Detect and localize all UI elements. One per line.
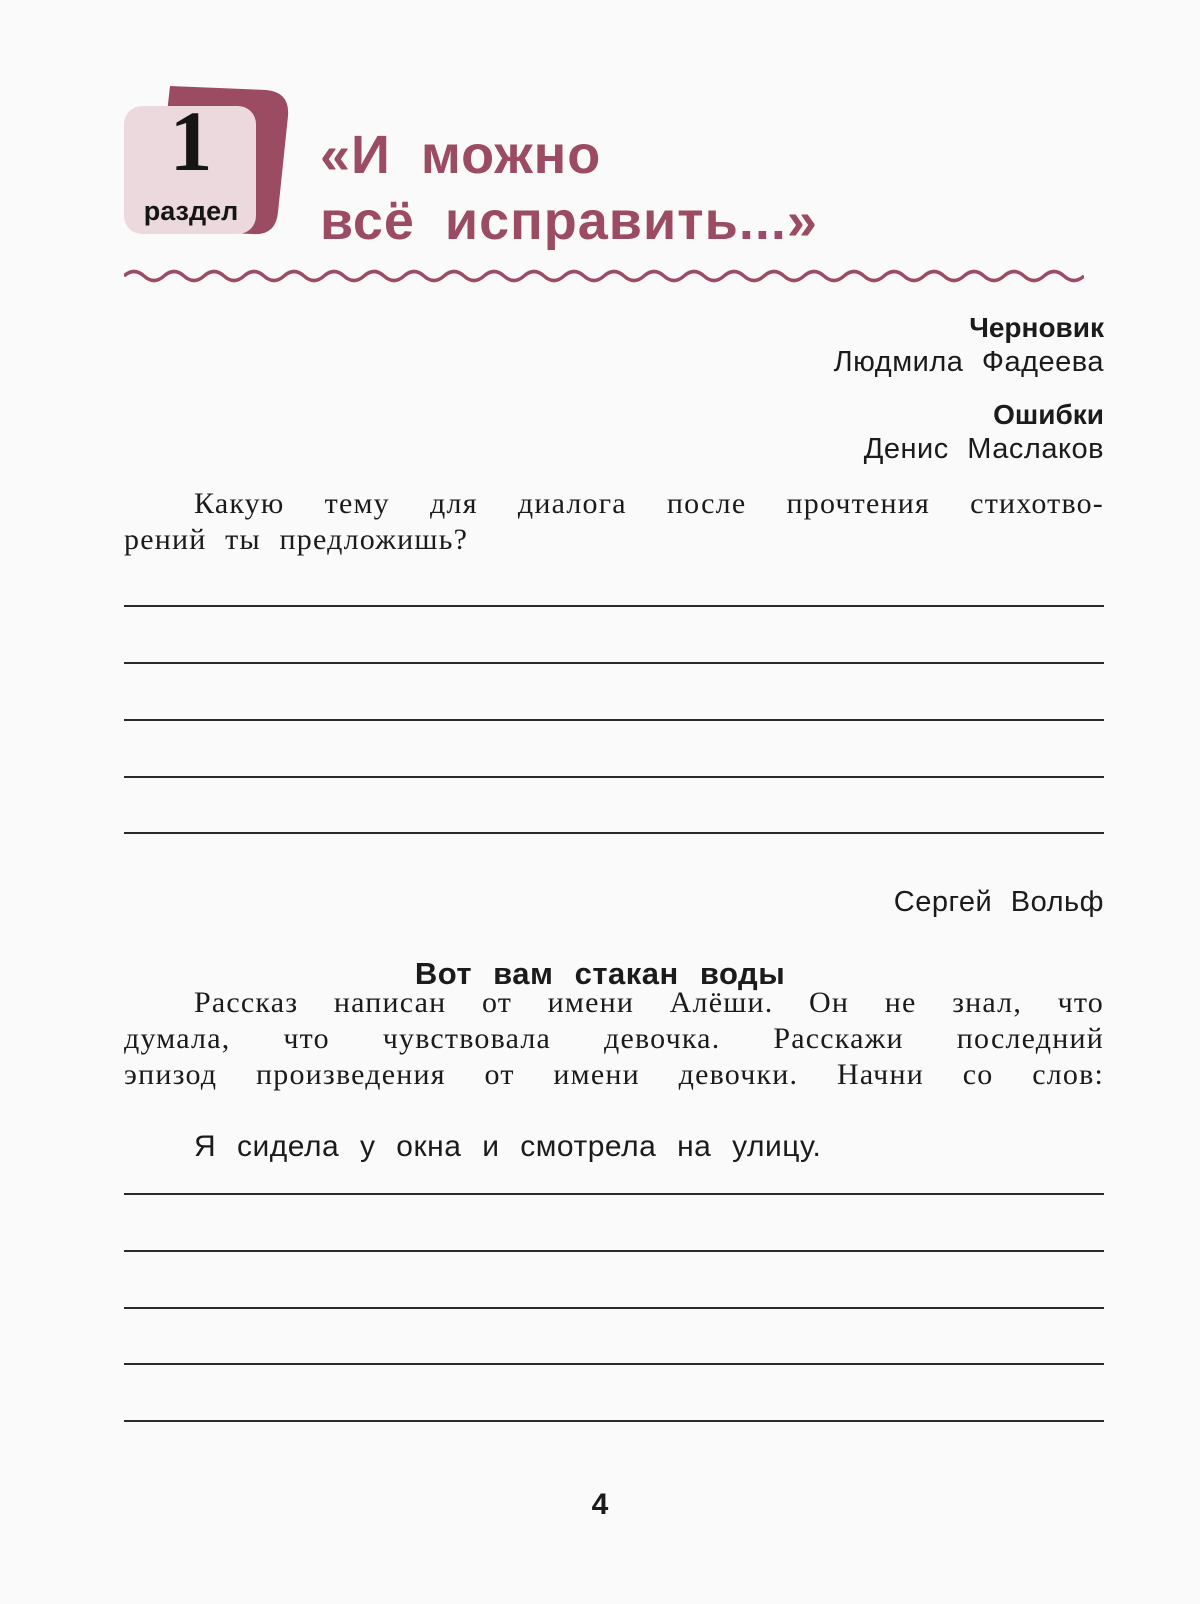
answer-line[interactable]	[124, 832, 1104, 834]
question-1	[124, 486, 1104, 558]
section-title	[320, 122, 818, 254]
story-title: Вот вам стакан воды	[414, 956, 786, 991]
wavy-divider	[124, 266, 1084, 286]
question-1-line-1: Какую тему для диалога после прочтения стихотво-	[194, 487, 1104, 520]
section-number: 1	[169, 93, 213, 189]
poem-2-title: Ошибки	[993, 399, 1104, 430]
story-task-line-2: думала, что чувствовала девочка. Расскажи последний	[124, 1022, 1104, 1055]
answer-line[interactable]	[124, 1363, 1104, 1365]
section-title-line-1: «И можно	[320, 125, 602, 185]
question-1-line-2: рений ты предложишь?	[124, 523, 469, 556]
answer-line[interactable]	[124, 776, 1104, 778]
poem-1-author: Людмила Фадеева	[833, 346, 1104, 378]
story-task	[124, 985, 1104, 1093]
story-start-phrase: Я сидела у окна и смотрела на улицу.	[194, 1130, 822, 1163]
answer-line[interactable]	[124, 1307, 1104, 1309]
poem-1-title: Черновик	[969, 312, 1104, 343]
section-label: раздел	[143, 196, 239, 226]
answer-line[interactable]	[124, 605, 1104, 607]
answer-line[interactable]	[124, 1420, 1104, 1422]
poem-2-author: Денис Маслаков	[863, 433, 1104, 465]
answer-line[interactable]	[124, 719, 1104, 721]
answer-line[interactable]	[124, 1193, 1104, 1195]
section-title-line-2: всё исправить...»	[320, 191, 818, 251]
story-task-line-3: эпизод произведения от имени девочки. Начни со слов:	[124, 1058, 1104, 1091]
answer-line[interactable]	[124, 662, 1104, 664]
answer-line[interactable]	[124, 1250, 1104, 1252]
section-badge	[124, 84, 294, 244]
story-task-line-1: Рассказ написан от имени Алёши. Он не знал, что	[194, 986, 1104, 1019]
page-number: 4	[591, 1488, 609, 1521]
story-author: Сергей Вольф	[893, 886, 1104, 918]
